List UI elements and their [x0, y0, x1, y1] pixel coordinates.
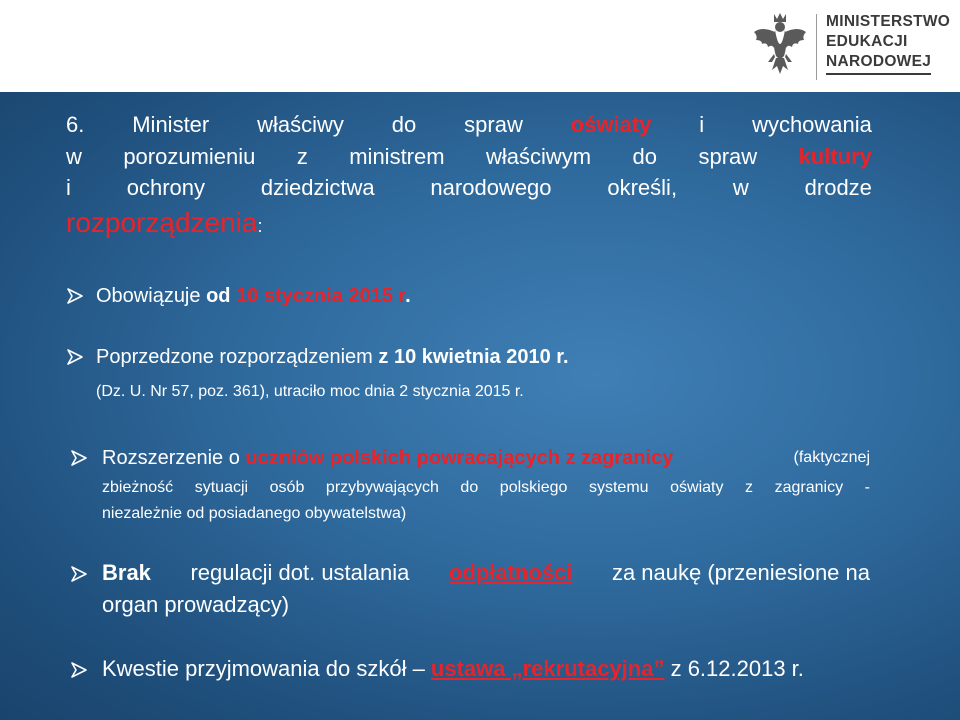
point6-line-2 [66, 142, 872, 172]
word: i [66, 175, 71, 200]
eagle-emblem-icon [750, 10, 810, 82]
bullet-2-date: z 10 kwietnia 2010 r. [378, 346, 569, 368]
arrow-bullet-icon [70, 661, 88, 679]
bullet-4-words-1: regulacji dot. ustalania [190, 560, 410, 585]
bullet-3-suffix: (faktycznej [793, 449, 870, 466]
bullet-2-subtext: (Dz. U. Nr 57, poz. 361), utraciło moc dnia 2 stycznia 2015 r. [96, 383, 524, 400]
arrow-bullet-icon [66, 348, 84, 366]
highlight-kultury: kultury [798, 144, 872, 169]
bullet-2-prefix: Poprzedzone rozporządzeniem [96, 346, 379, 368]
bullet-3-highlight: uczniów polskich powracających z zagranicy [245, 447, 674, 469]
word: do [632, 144, 658, 169]
word: określi, [607, 175, 678, 200]
bullet-3-line-2: zbieżność sytuacji osób przybywających do polskiego systemu oświaty z zagranicy - [102, 479, 870, 496]
word: ochrony [126, 175, 206, 200]
bullet-1-text [96, 282, 411, 310]
bullet-4-line-2: organ prowadzący) [102, 592, 290, 617]
arrow-bullet-icon [70, 565, 88, 583]
arrow-bullet-icon [70, 449, 88, 467]
word: dziedzictwa [260, 175, 375, 200]
point6-number: 6. [66, 112, 85, 137]
word: narodowego [430, 175, 552, 200]
point6-line-3 [66, 173, 872, 203]
bullet-4-highlight: odpłatności [448, 560, 573, 585]
slide-content [0, 92, 960, 720]
bullet-5-prefix: Kwestie przyjmowania do szkół – [102, 656, 431, 681]
bullet-1-prefix: Obowiązuje [96, 285, 207, 307]
logo-divider [816, 14, 817, 80]
bullet-1-bold: od [206, 285, 237, 307]
word: drodze [804, 175, 872, 200]
bullet-1-date: 10 stycznia 2015 r [236, 285, 406, 307]
word: Minister [132, 112, 210, 137]
point6-line-1 [66, 110, 872, 140]
logo-line-2: EDUKACJI [826, 33, 908, 50]
highlight-oswiaty: oświaty [570, 112, 652, 137]
highlight-rozporzadzenia: rozporządzenia [66, 207, 258, 238]
word: spraw [698, 144, 758, 169]
word: ministrem [349, 144, 445, 169]
word: właściwym [486, 144, 592, 169]
bullet-5-highlight: ustawa „rekrutacyjna” [430, 656, 665, 681]
bullet-4-line-1 [102, 558, 870, 588]
word: z [296, 144, 308, 169]
bullet-4-bold: Brak [102, 560, 151, 585]
logo-text [826, 12, 950, 75]
bullet-5-suffix: z 6.12.2013 r. [664, 656, 804, 681]
slide-header [0, 0, 960, 92]
word: i [699, 112, 705, 137]
colon: : [257, 216, 263, 236]
logo-line-3: NARODOWEJ [826, 52, 931, 75]
point6-line-4 [66, 206, 262, 243]
bullet-1-suffix: . [405, 285, 411, 307]
bullet-3-prefix: Rozszerzenie o [102, 447, 246, 469]
word: w [66, 144, 82, 169]
word: wychowania [752, 112, 872, 137]
bullet-4-words-2: za naukę (przeniesione na [611, 560, 870, 585]
ministry-logo [750, 10, 950, 84]
word: właściwy [257, 112, 344, 137]
bullet-3-line-1 [102, 444, 870, 472]
bullet-3-line-3: niezależnie od posiadanego obywatelstwa) [102, 505, 407, 522]
word: w [732, 175, 749, 200]
bullet-2-text [96, 343, 569, 371]
word: porozumieniu [123, 144, 256, 169]
logo-line-1: MINISTERSTWO [826, 13, 951, 30]
word: do [391, 112, 417, 137]
word: spraw [464, 112, 523, 137]
arrow-bullet-icon [66, 287, 84, 305]
bullet-5-text [102, 654, 804, 684]
